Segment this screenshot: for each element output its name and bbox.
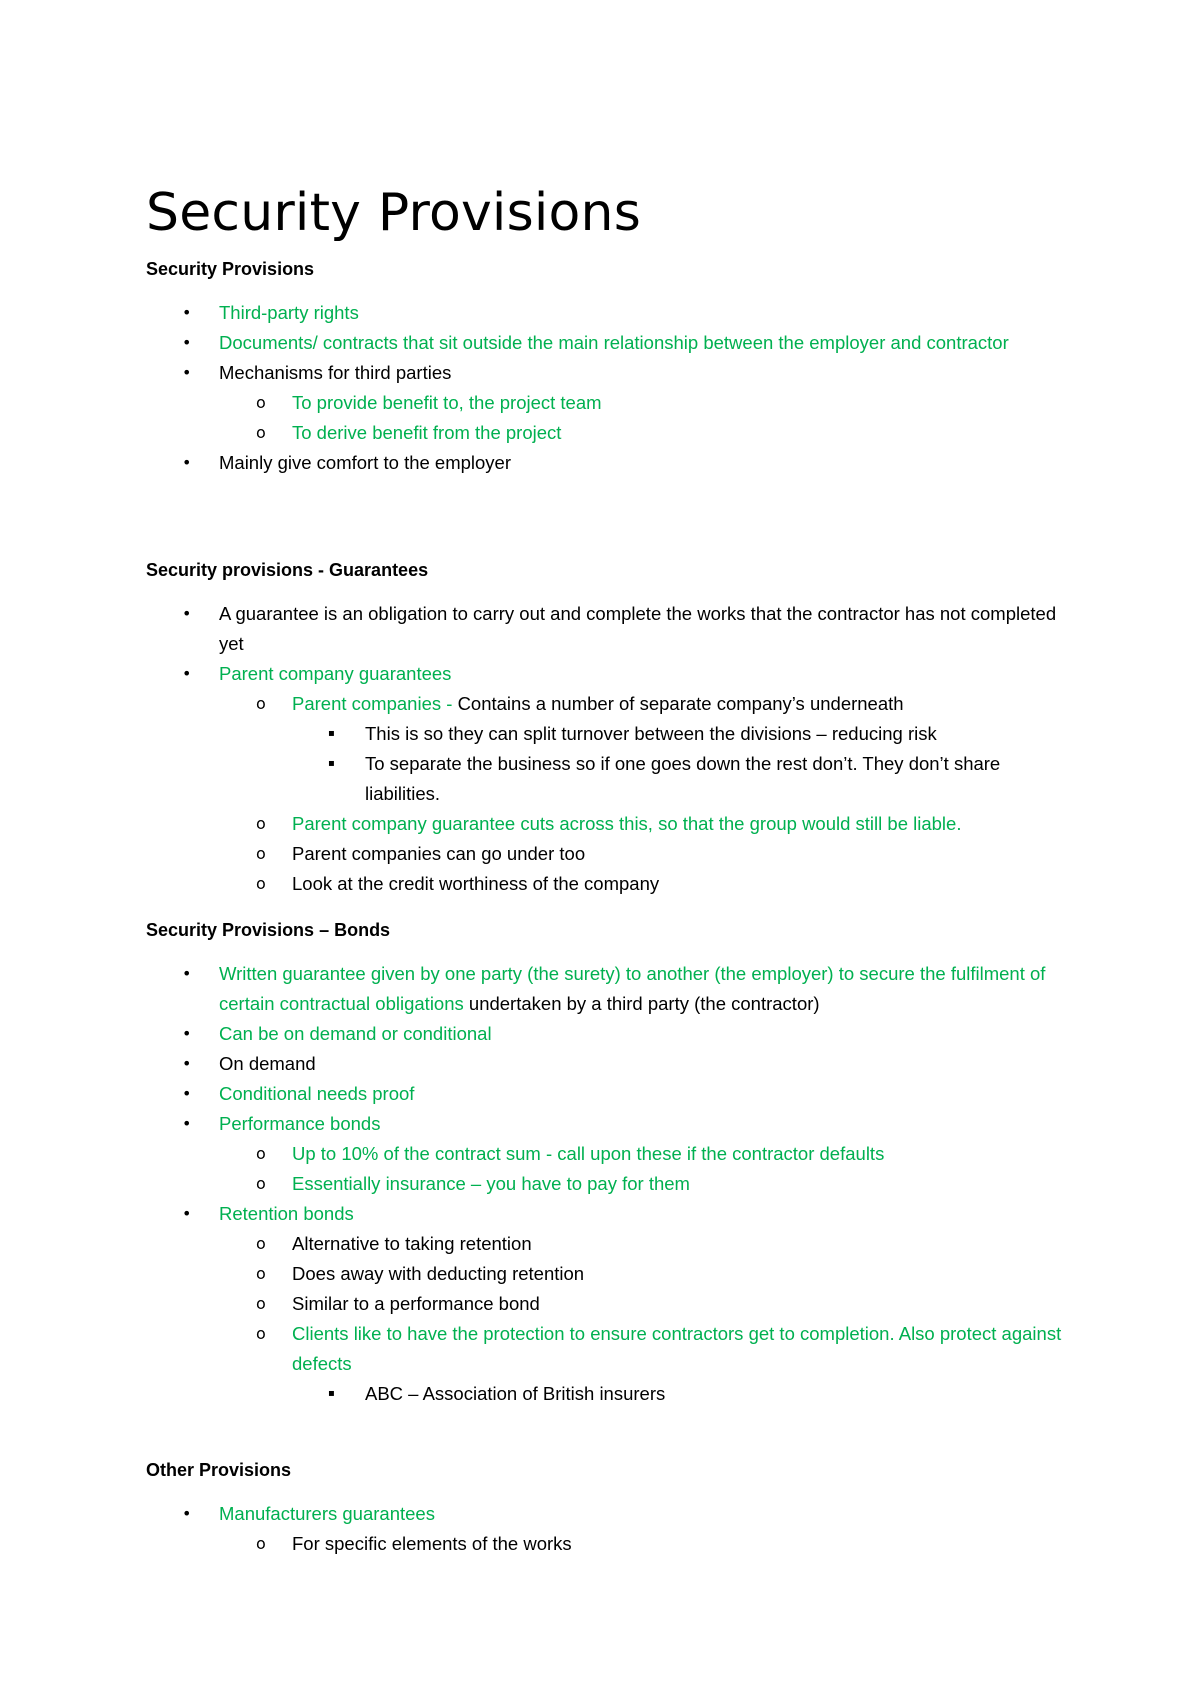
list-item-text: Can be on demand or conditional bbox=[219, 1023, 492, 1044]
bullet-icon: • bbox=[182, 1054, 192, 1073]
bullet-list bbox=[146, 1499, 1076, 1559]
circle-bullet-icon: o bbox=[256, 1174, 266, 1193]
bullet-icon: • bbox=[182, 363, 192, 382]
list-item bbox=[146, 1139, 1076, 1169]
list-item-text: Performance bonds bbox=[219, 1113, 381, 1134]
list-item-text: Similar to a performance bond bbox=[292, 1293, 540, 1314]
circle-bullet-icon: o bbox=[256, 694, 266, 713]
page-title: Security Provisions bbox=[146, 182, 641, 243]
list-item-text: Mechanisms for third parties bbox=[219, 362, 452, 383]
square-bullet-icon: ▪ bbox=[328, 758, 335, 769]
bullet-icon: • bbox=[182, 1204, 192, 1223]
section-heading: Security Provisions bbox=[146, 259, 315, 279]
list-item-text: Documents/ contracts that sit outside the main relationship between the employer and contractor bbox=[219, 332, 1009, 353]
circle-bullet-icon: o bbox=[256, 1324, 266, 1343]
list-item-text: Essentially insurance – you have to pay for them bbox=[292, 1173, 690, 1194]
bullet-list bbox=[146, 959, 1076, 1409]
bullet-icon: • bbox=[182, 964, 192, 983]
list-item bbox=[146, 1109, 1076, 1139]
list-item bbox=[146, 418, 1076, 448]
list-item-text: Conditional needs proof bbox=[219, 1083, 415, 1104]
list-item-text: Manufacturers guarantees bbox=[219, 1503, 435, 1524]
circle-bullet-icon: o bbox=[256, 423, 266, 442]
list-item-text: Written guarantee given by one party (the surety) to another (the employer) to secure the fulfilment of certain contractual obligations bbox=[219, 963, 1046, 1014]
list-item-text: Does away with deducting retention bbox=[292, 1263, 585, 1284]
list-item bbox=[146, 809, 1076, 839]
bullet-icon: • bbox=[182, 604, 192, 623]
bullet-list bbox=[146, 298, 1076, 478]
square-bullet-icon: ▪ bbox=[328, 1388, 335, 1399]
circle-bullet-icon: o bbox=[256, 1534, 266, 1553]
list-item bbox=[146, 1019, 1076, 1049]
list-item-text: Contains a number of separate company’s underneath bbox=[457, 693, 904, 714]
list-item-text: Parent company guarantee cuts across this, so that the group would still be liable. bbox=[292, 813, 962, 834]
bullet-icon: • bbox=[182, 333, 192, 352]
list-item bbox=[146, 358, 1076, 388]
list-item-text: Parent companies can go under too bbox=[292, 843, 586, 864]
list-item bbox=[146, 869, 1076, 899]
list-item bbox=[146, 659, 1076, 689]
list-item bbox=[146, 1079, 1076, 1109]
list-item bbox=[146, 1229, 1076, 1259]
circle-bullet-icon: o bbox=[256, 844, 266, 863]
bullet-icon: • bbox=[182, 664, 192, 683]
list-item bbox=[146, 388, 1076, 418]
list-item bbox=[146, 719, 1076, 749]
list-item bbox=[146, 599, 1076, 659]
circle-bullet-icon: o bbox=[256, 1234, 266, 1253]
list-item-text: Look at the credit worthiness of the company bbox=[292, 873, 660, 894]
list-item bbox=[146, 1049, 1076, 1079]
bullet-icon: • bbox=[182, 1084, 192, 1103]
section-heading: Security Provisions – Bonds bbox=[146, 920, 391, 940]
list-item-text: Up to 10% of the contract sum - call upon these if the contractor defaults bbox=[292, 1143, 885, 1164]
section-bonds bbox=[146, 915, 1076, 1409]
section-heading: Security provisions - Guarantees bbox=[146, 560, 429, 580]
circle-bullet-icon: o bbox=[256, 1144, 266, 1163]
section-heading: Other Provisions bbox=[146, 1460, 292, 1480]
bullet-icon: • bbox=[182, 303, 192, 322]
bullet-icon: • bbox=[182, 453, 192, 472]
list-item bbox=[146, 328, 1076, 358]
list-item-text: Parent companies - bbox=[292, 693, 458, 714]
bullet-list bbox=[146, 599, 1076, 899]
list-item bbox=[146, 839, 1076, 869]
bullet-icon: • bbox=[182, 1114, 192, 1133]
list-item bbox=[146, 1259, 1076, 1289]
section-guarantees bbox=[146, 555, 1076, 899]
list-item-text: Parent company guarantees bbox=[219, 663, 452, 684]
circle-bullet-icon: o bbox=[256, 1294, 266, 1313]
list-item-text: Third-party rights bbox=[219, 302, 359, 323]
list-item bbox=[146, 959, 1076, 1019]
circle-bullet-icon: o bbox=[256, 393, 266, 412]
section-security-provisions bbox=[146, 254, 1076, 478]
list-item-text: On demand bbox=[219, 1053, 316, 1074]
list-item-text: A guarantee is an obligation to carry out and complete the works that the contractor has not completed yet bbox=[219, 603, 1057, 654]
list-item-text: Retention bonds bbox=[219, 1203, 354, 1224]
list-item-text: undertaken by a third party (the contractor) bbox=[463, 993, 820, 1014]
bullet-icon: • bbox=[182, 1024, 192, 1043]
list-item bbox=[146, 1169, 1076, 1199]
list-item bbox=[146, 1199, 1076, 1229]
list-item bbox=[146, 689, 1076, 719]
list-item bbox=[146, 448, 1076, 478]
list-item-text: Mainly give comfort to the employer bbox=[219, 452, 512, 473]
list-item bbox=[146, 1379, 1076, 1409]
list-item-text: Clients like to have the protection to ensure contractors get to completion. Also protect against defects bbox=[292, 1323, 1062, 1374]
list-item-text: ABC – Association of British insurers bbox=[365, 1383, 666, 1404]
list-item bbox=[146, 1529, 1076, 1559]
list-item-text: To derive benefit from the project bbox=[292, 422, 562, 443]
list-item-text: This is so they can split turnover between the divisions – reducing risk bbox=[365, 723, 937, 744]
circle-bullet-icon: o bbox=[256, 814, 266, 833]
list-item-text: To provide benefit to, the project team bbox=[292, 392, 602, 413]
list-item bbox=[146, 1319, 1076, 1379]
bullet-icon: • bbox=[182, 1504, 192, 1523]
list-item bbox=[146, 1499, 1076, 1529]
list-item-text: To separate the business so if one goes down the rest don’t. They don’t share liabilities. bbox=[365, 753, 1001, 804]
list-item-text: For specific elements of the works bbox=[292, 1533, 572, 1554]
square-bullet-icon: ▪ bbox=[328, 728, 335, 739]
section-other-provisions bbox=[146, 1455, 1076, 1559]
list-item bbox=[146, 1289, 1076, 1319]
circle-bullet-icon: o bbox=[256, 1264, 266, 1283]
list-item bbox=[146, 298, 1076, 328]
circle-bullet-icon: o bbox=[256, 874, 266, 893]
list-item-text: Alternative to taking retention bbox=[292, 1233, 532, 1254]
list-item bbox=[146, 749, 1076, 809]
